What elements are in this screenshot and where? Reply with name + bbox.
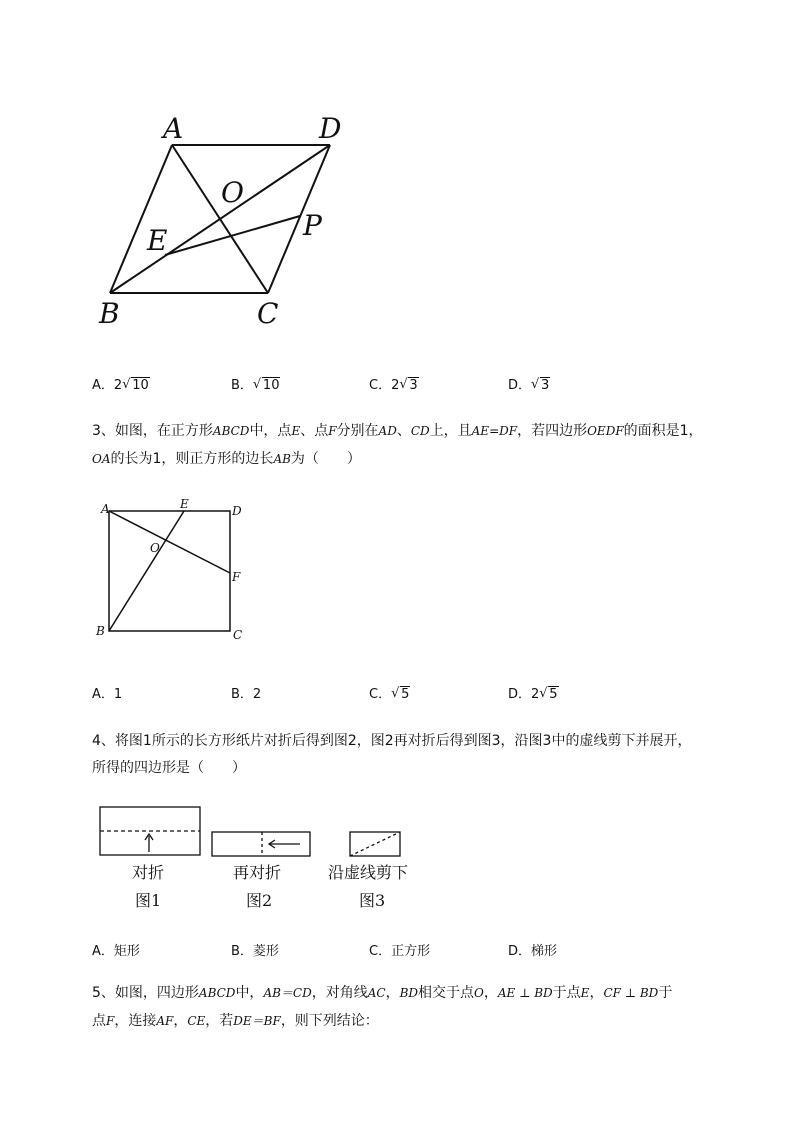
- q4-option-b[interactable]: B．菱形: [231, 944, 279, 959]
- q3-option-d[interactable]: D．2√ 5: [508, 683, 559, 702]
- label-O: O: [221, 176, 244, 209]
- q2-option-b[interactable]: B．√ 10: [231, 374, 280, 393]
- label-P: P: [303, 209, 322, 242]
- fig2-action: 再对折: [233, 863, 282, 882]
- label-E: E: [180, 497, 189, 511]
- q3-option-a[interactable]: A．1: [92, 687, 123, 702]
- q4-line-1: 4、将图1所示的长方形纸片对折后得到图2，图2再对折后得到图3，沿图3中的虚线剪下并展开，: [92, 733, 692, 749]
- label-B: B: [99, 297, 120, 330]
- label-C: C: [233, 628, 243, 642]
- sqrt-symbol: √ 3: [399, 378, 418, 393]
- sqrt-symbol: √ 3: [531, 378, 550, 393]
- label-D: D: [232, 504, 242, 518]
- fig1-action: 对折: [132, 863, 165, 882]
- label-D: D: [319, 112, 342, 145]
- label-O: O: [150, 541, 160, 555]
- label-F: F: [232, 570, 241, 584]
- fig1-label: 图1: [135, 891, 162, 910]
- q5-line-1: 5、如图，四边形ABCD中，AB＝CD，对角线AC，BD相交于点O，AE ⊥ BD于点E，CF ⊥ BD于: [92, 985, 673, 1001]
- q4-option-c[interactable]: C．正方形: [369, 944, 431, 959]
- label-B: B: [96, 624, 105, 638]
- label-E: E: [147, 224, 168, 257]
- q2-option-c[interactable]: C．2√ 3: [369, 374, 419, 393]
- label-A: A: [163, 112, 184, 145]
- q3-line-2: OA的长为1，则正方形的边长AB为（ ）: [92, 451, 361, 467]
- fig3-label: 图3: [359, 891, 386, 910]
- q3-line-1: 3、如图，在正方形ABCD中，点E、点F分别在AD、CD上，且AE=DF，若四边形OEDF的面积是1，: [92, 423, 703, 439]
- sqrt-symbol: √ 5: [539, 687, 558, 702]
- fig3-action: 沿虚线剪下: [328, 863, 409, 882]
- label-A: A: [101, 502, 110, 516]
- label-C: C: [257, 297, 279, 330]
- fig2-label: 图2: [246, 891, 273, 910]
- q3-option-c[interactable]: C．√ 5: [369, 683, 410, 702]
- q2-option-a[interactable]: A．2√ 10: [92, 374, 150, 393]
- figure-paper-folding: [92, 800, 432, 915]
- q5-line-2: 点F，连接AF，CE，若DE＝BF，则下列结论：: [92, 1013, 379, 1029]
- sqrt-symbol: √ 10: [122, 378, 150, 393]
- figure-square: [92, 496, 252, 646]
- q2-option-d[interactable]: D．√ 3: [508, 374, 550, 393]
- sqrt-symbol: √ 10: [253, 378, 281, 393]
- q4-line-2: 所得的四边形是（ ）: [92, 760, 246, 776]
- sqrt-symbol: √ 5: [391, 687, 410, 702]
- figure-parallelogram: [95, 110, 365, 335]
- q4-option-d[interactable]: D．梯形: [508, 944, 558, 959]
- q4-option-a[interactable]: A．矩形: [92, 944, 140, 959]
- q3-option-b[interactable]: B．2: [231, 687, 262, 702]
